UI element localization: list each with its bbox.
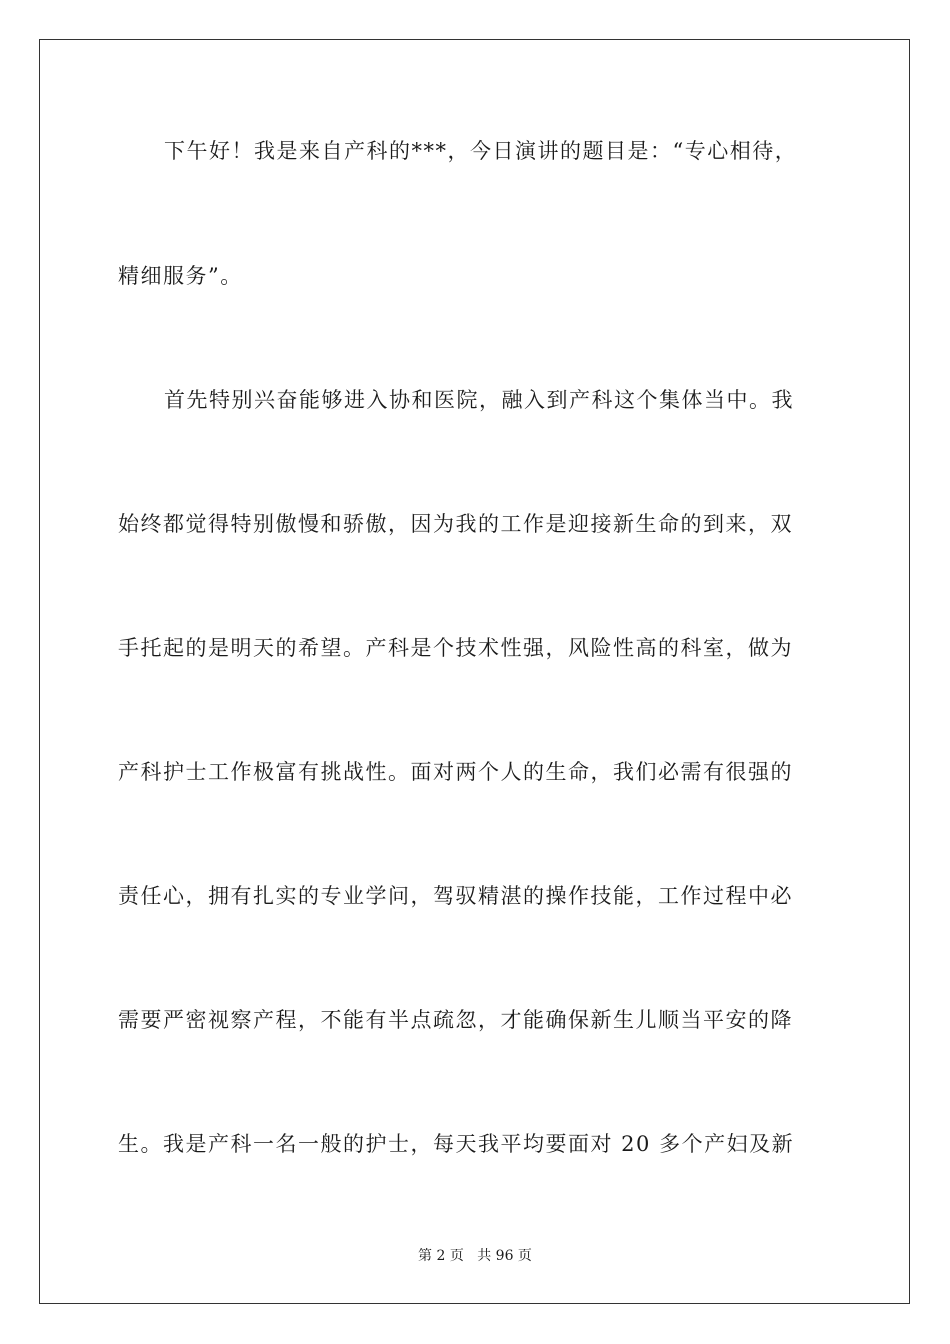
paragraph-1-line-2: 精细服务”。 [118,264,243,288]
page-number: 第 2 页 [418,1248,464,1264]
paragraph-2-line-5: 责任心，拥有扎实的专业学问，驾驭精湛的操作技能，工作过程中必 [118,884,793,908]
page-border [39,39,910,1304]
page-total: 共 96 页 [477,1248,532,1264]
paragraph-2-line-3: 手托起的是明天的希望。产科是个技术性强，风险性高的科室，做为 [118,636,793,660]
paragraph-1-line-1: 下午好！我是来自产科的***，今日演讲的题目是：“专心相待， [164,139,798,163]
paragraph-2-line-4: 产科护士工作极富有挑战性。面对两个人的生命，我们必需有很强的 [118,760,793,784]
page-footer [0,1247,950,1265]
paragraph-2-line-1: 首先特别兴奋能够进入协和医院，融入到产科这个集体当中。我 [164,388,794,412]
paragraph-2-line-6: 需要严密视察产程，不能有半点疏忽，才能确保新生儿顺当平安的降 [118,1008,793,1032]
paragraph-2-line-2: 始终都觉得特别傲慢和骄傲，因为我的工作是迎接新生命的到来，双 [118,512,793,536]
paragraph-2-line-7: 生。我是产科一名一般的护士，每天我平均要面对 20 多个产妇及新 [118,1132,795,1156]
